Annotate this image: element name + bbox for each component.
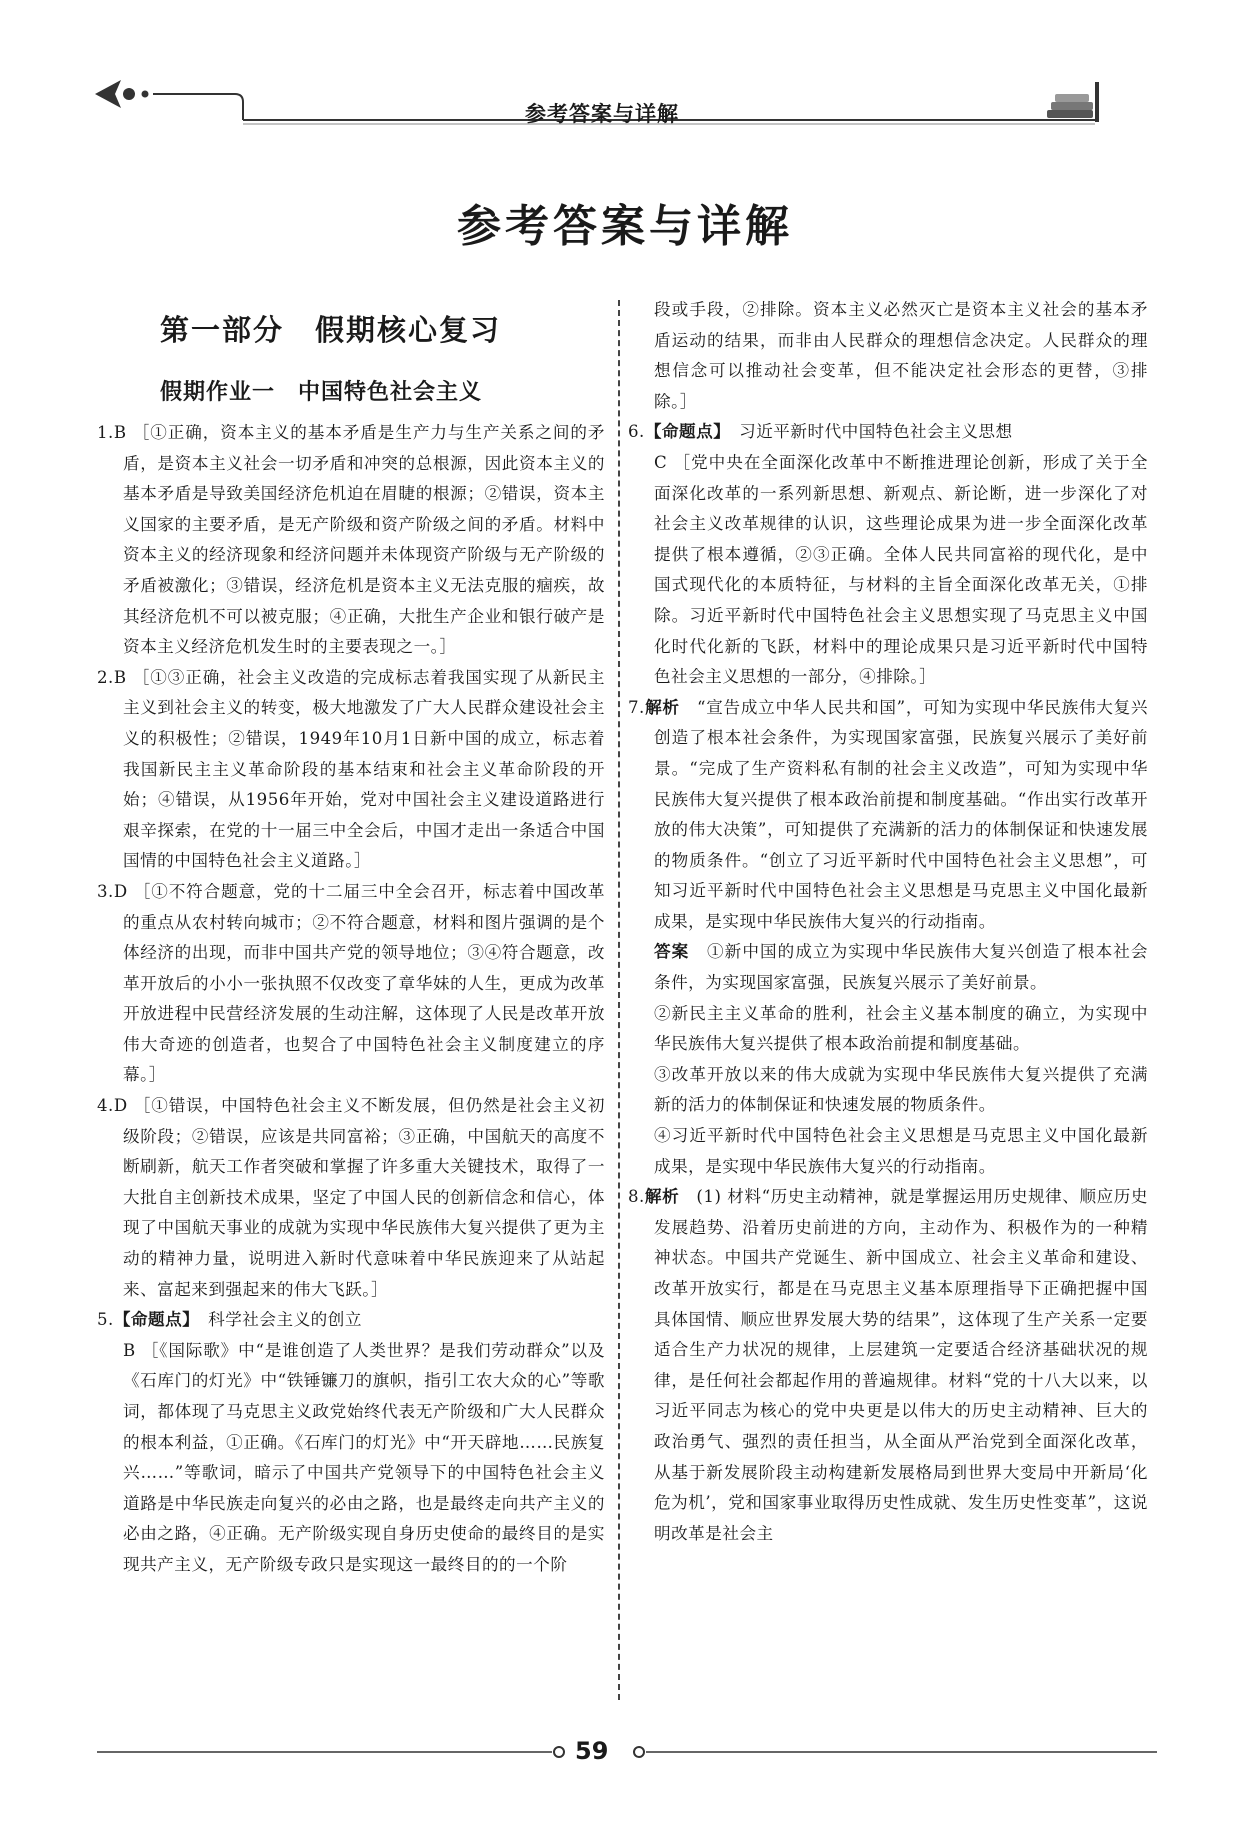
answer-item-4: 4.D ［①错误，中国特色社会主义不断发展，但仍然是社会主义初级阶段；②错误，应该是共同富裕；③正确，中国航天的高度不断刷新，航天工作者突破和掌握了许多重大关键技术，取得了一大批自主创新技术成果，坚定了中国人民的创新信念和信心，体现了中国航天事业的成就为实现中华民族伟大复兴提供了更为主动的精神力量，说明进入新时代意味着中华民族迎来了从站起来、富起来到强起来的伟大飞跃。］ [97, 1096, 605, 1299]
topic-text: 科学社会主义的创立 [208, 1310, 362, 1330]
answer-point-2: ②新民主主义革命的胜利，社会主义基本制度的确立，为实现中华民族伟大复兴提供了根本政治前提和制度基础。 [654, 1003, 1148, 1054]
analysis-label: 解析 [644, 697, 680, 717]
answer-point-3: ③改革开放以来的伟大成就为实现中华民族伟大复兴提供了充满新的活力的体制保证和快速发展的物质条件。 [654, 1064, 1148, 1115]
left-column [97, 418, 605, 1581]
topic-label: 【命题点】 [644, 422, 723, 442]
answer-item-6-body: C ［党中央在全面深化改革中不断推进理论创新，形成了关于全面深化改革的一系列新思想、新观点、新论断，进一步深化了对社会主义改革规律的认识，这些理论成果为进一步全面深化改革提供了根本遵循，②③正确。全体人民共同富裕的现代化，是中国式现代化的本质特征，与材料的主旨全面深化改革无关，①排除。习近平新时代中国特色社会主义思想实现了马克思主义中国化时代化新的飞跃，材料中的理论成果只是习近平新时代中国特色社会主义思想的一部分，④排除。］ [654, 452, 1148, 687]
answer-item-1: 1.B ［①正确，资本主义的基本矛盾是生产力与生产关系之间的矛盾，是资本主义社会一切矛盾和冲突的总根源，因此资本主义的基本矛盾是导致美国经济危机迫在眉睫的根源；②错误，资本主义国家的主要矛盾，是无产阶级和资产阶级之间的矛盾。材料中资本主义的经济现象和经济问题并未体现资产阶级与无产阶级的矛盾被激化；③错误，经济危机是资本主义无法克服的痼疾，故其经济危机不可以被克服；④正确，大批生产企业和银行破产是资本主义经济危机发生时的主要表现之一。］ [97, 423, 605, 657]
item-number: 7. [628, 697, 645, 717]
books-icon [1047, 82, 1099, 122]
answer-item-5-body: B ［《国际歌》中“是谁创造了人类世界？是我们劳动群众”以及《石库门的灯光》中“铁锤镰刀的旗帜，指引工农大众的心”等歌词，都体现了马克思主义政党始终代表无产阶级和广大人民群众的根本利益，①正确。《石库门的灯光》中“开天辟地……民族复兴……”等歌词，暗示了中国共产党领导下的中国特色社会主义道路是中华民族走向复兴的必由之路，也是最终走向共产主义的必由之路，④正确。无产阶级实现自身历史使命的最终目的是实现共产主义，无产阶级专政只是实现这一最终目的的一个阶 [123, 1340, 605, 1574]
answer-item-3: 3.D ［①不符合题意，党的十二届三中全会召开，标志着中国改革的重点从农村转向城市；②不符合题意，材料和图片强调的是个体经济的出现，而非中国共产党的领导地位；③④符合题意，改革开放后的小小一张执照不仅改变了章华妹的人生，更成为改革开放进程中民营经济发展的生动注解，这体现了人民是改革开放伟大奇迹的创造者，也契合了中国特色社会主义制度建立的序幕。］ [97, 881, 605, 1085]
answer-point-4: ④习近平新时代中国特色社会主义思想是马克思主义中国化最新成果，是实现中华民族伟大复兴的行动指南。 [654, 1126, 1148, 1176]
page-header [95, 80, 1155, 140]
page-footer [97, 1735, 1157, 1775]
item-number: 5. [97, 1310, 114, 1330]
item-number: 8. [628, 1187, 645, 1207]
header-title: 参考答案与详解 [525, 102, 679, 126]
answer-item-2: 2.B ［①③正确，社会主义改造的完成标志着我国实现了从新民主主义到社会主义的转变，极大地激发了广大人民群众建设社会主义的积极性；②错误，1949年10月1日新中国的成立，标志着我国新民主主义革命阶段的基本结束和社会主义革命阶段的开始；④错误，从1956年开始，党对中国社会主义建设道路进行艰辛探索，在党的十一届三中全会后，中国才走出一条适合中国国情的中国特色社会主义道路。］ [97, 667, 605, 871]
answer-item-5-head [97, 1305, 605, 1336]
page-number: 59 [575, 1737, 609, 1765]
analysis-text: (1) 材料“历史主动精神，就是掌握运用历史规律、顺应历史发展趋势、沿着历史前进的方向，主动作为、积极作为的一种精神状态。中国共产党诞生、新中国成立、社会主义革命和建设、改革开放实行，都是在马克思主义基本原理指导下正确把握中国具体国情、顺应世界发展大势的结果”，这体现了生产关系一定要适合生产力状况的规律，上层建筑一定要适合经济基础状况的规律，是任何社会都起作用的普遍规律。材料“党的十八大以来，以习近平同志为核心的党中央更是以伟大的历史主动精神、巨大的政治勇气、强烈的责任担当，从全面从严治党到全面深化改革，从基于新发展阶段主动构建新发展格局到世界大变局中开新局‘化危为机’，党和国家事业取得历史性成就、发生历史性变革”，这说明改革是社会主 [654, 1187, 1149, 1543]
answer-point-1: ①新中国的成立为实现中华民族伟大复兴创造了根本社会条件，为实现国家富强，民族复兴展示了美好前景。 [654, 942, 1149, 993]
section-title: 第一部分 假期核心复习 [160, 313, 502, 347]
page-title: 参考答案与详解 [457, 201, 793, 252]
right-column [628, 295, 1148, 1549]
arrow-icon [95, 80, 149, 108]
footer-decoration [97, 1735, 1157, 1775]
answer-item-7-answer [628, 937, 1148, 998]
column-divider [618, 300, 620, 1700]
sub-title: 假期作业一 中国特色社会主义 [160, 380, 483, 405]
answer-item-7-analysis [628, 693, 1148, 938]
topic-text: 习近平新时代中国特色社会主义思想 [739, 422, 1013, 442]
analysis-label: 解析 [644, 1187, 680, 1207]
answer-item-6-head [628, 417, 1148, 448]
topic-label: 【命题点】 [113, 1310, 192, 1330]
answer-label: 答案 [654, 942, 690, 962]
analysis-text: “宣告成立中华人民共和国”，可知为实现中华民族伟大复兴创造了根本社会条件，为实现国家富强，民族复兴展示了美好前景。“完成了生产资料私有制的社会主义改造”，可知为实现中华民族伟大复兴提供了根本政治前提和制度基础。“作出实行改革开放的伟大决策”，可知提供了充满新的活力的体制保证和快速发展的物质条件。“创立了习近平新时代中国特色社会主义思想”，可知习近平新时代中国特色社会主义思想是马克思主义中国化最新成果，是实现中华民族伟大复兴的行动指南。 [654, 697, 1148, 931]
answer-item-5-continued: 段或手段，②排除。资本主义必然灭亡是资本主义社会的基本矛盾运动的结果，而非由人民群众的理想信念决定。人民群众的理想信念可以推动社会变革，但不能决定社会形态的更替，③排除。］ [654, 300, 1148, 411]
answer-item-8-analysis [628, 1182, 1148, 1549]
item-number: 6. [628, 422, 645, 442]
